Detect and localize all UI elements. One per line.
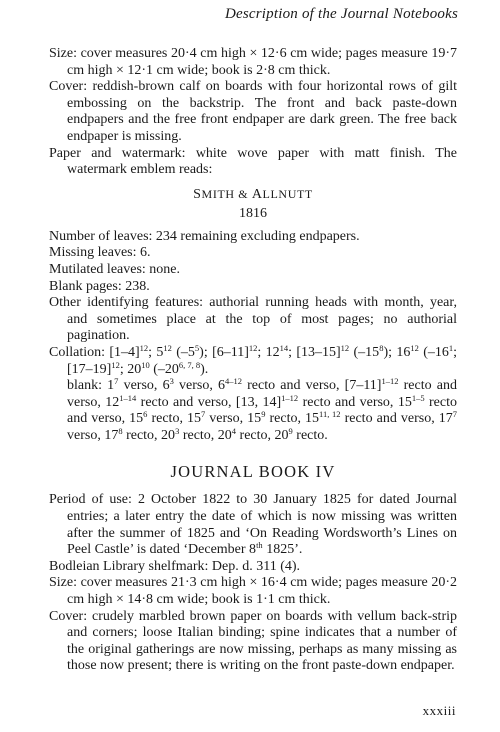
- collation-group: ; 12: [257, 344, 280, 360]
- period-end: 1825’.: [262, 542, 303, 558]
- book4-cover: Cover: crudely marbled brown paper on boards with vellum back-strip and corners; loose Italian binding; spine indicates that a number of the original gatherings are now missing, perhaps as many missing as those now present; there is writing on the front paste-down endpaper.: [49, 608, 457, 674]
- blank-superscript: 4: [231, 425, 237, 436]
- collation-superscript: 12: [340, 342, 350, 353]
- collation-group: ); 16: [383, 344, 411, 360]
- blank-superscript: 4–12: [224, 376, 242, 387]
- collation-formula: [67, 342, 457, 377]
- blank-group: verso, 6: [173, 378, 225, 394]
- book3-other: Other identifying features: authorial running heads with month, year, and sometimes place at the top of most pages; no authorial pagination.: [49, 295, 457, 344]
- blank-group: recto and verso, 12: [67, 378, 457, 410]
- blank-superscript: 1–5: [411, 392, 425, 403]
- collation-superscript: 12: [410, 342, 419, 353]
- blank-superscript: 3: [175, 425, 180, 436]
- book3-paper: Paper and watermark: white wove paper with matt finish. The watermark emblem reads:: [49, 145, 457, 178]
- blank-group: recto, 20: [122, 427, 176, 443]
- collation-superscript: 12: [163, 342, 172, 353]
- blank-group: recto and verso, 15: [67, 394, 458, 427]
- book4-size: Size: cover measures 21·3 cm high × 16·4 cm wide; pages measure 20·2 cm high × 14·8 cm wide; book is 1·1 cm thick.: [49, 575, 457, 608]
- period-text: Period of use: 2 October 1822 to 30 January 1825 for dated Journal entries; a later entry the date of which is now missing was written after the summer of 1825 and ‘On Reading Wordsworth’s Lines on Peel Castle’ is dated ‘December 8: [49, 492, 457, 558]
- page-body: [49, 46, 457, 675]
- collation-superscript: 1: [448, 342, 454, 353]
- collation-superscript: 10: [141, 359, 150, 370]
- blank-superscript: 9: [261, 409, 266, 420]
- blank-superscript: 8: [118, 425, 123, 436]
- collation-group: ; 20: [119, 361, 142, 377]
- running-head: Description of the Journal Notebooks: [224, 6, 458, 22]
- blank-superscript: 1–12: [281, 392, 299, 403]
- watermark-name: [49, 187, 457, 203]
- collation-group: ; [17–19]: [67, 344, 457, 377]
- blank-superscript: 11, 12: [319, 409, 341, 420]
- blank-superscript: 1–12: [381, 376, 399, 387]
- collation-group: (–16: [418, 344, 449, 360]
- blank-superscript: 3: [169, 376, 174, 387]
- blank-group: recto and verso, 15: [298, 394, 412, 410]
- blank-group: recto and verso, [7–11]: [241, 378, 382, 394]
- blank-superscript: 9: [288, 425, 293, 436]
- blank-group: recto and verso, [13, 14]: [136, 394, 282, 410]
- blank-group: recto, 15: [147, 411, 201, 427]
- book3-mutilated: Mutilated leaves: none.: [49, 261, 181, 277]
- collation-label: Collation:: [49, 344, 105, 360]
- blank-superscript: 6: [143, 409, 148, 420]
- blank-superscript: 1–14: [119, 392, 137, 403]
- collation-group: (–20: [149, 361, 179, 377]
- book3-missing: Missing leaves: 6.: [49, 245, 151, 261]
- section-title: JOURNAL BOOK IV: [170, 462, 336, 482]
- blank-group: 1: [102, 378, 115, 394]
- collation-group: ; 5: [148, 344, 164, 360]
- collation-superscript: 12: [111, 359, 120, 370]
- blank-formula: [67, 378, 457, 443]
- blank-superscript: 7: [201, 409, 206, 420]
- watermark-year: 1816: [239, 205, 267, 221]
- book3-cover: Cover: reddish-brown calf on boards with four horizontal rows of gilt embossing on the backstrip. The front and back paste-down endpapers and the free front endpaper are dark green. The free back endpaper is missing.: [49, 79, 457, 144]
- book3-blank-list: [49, 378, 457, 444]
- collation-superscript: 5: [194, 342, 200, 353]
- book4-period: [49, 492, 457, 558]
- collation-superscript: 12: [139, 342, 149, 353]
- blank-group: recto, 20: [236, 427, 289, 443]
- blank-group: recto, 15: [265, 411, 320, 427]
- collation-group: [1–4]: [109, 344, 140, 360]
- period-superscript: th: [256, 540, 263, 551]
- book3-size: Size: cover measures 20·4 cm high × 12·6 cm wide; pages measure 19·7 cm high × 12·1 cm wide; book is 2·8 cm thick.: [49, 46, 457, 78]
- collation-group: (–15: [349, 344, 380, 360]
- blank-group: verso, 17: [67, 427, 119, 443]
- book3-leaves: Number of leaves: 234 remaining excluding endpapers.: [49, 228, 360, 244]
- blank-group: verso, 15: [205, 411, 262, 427]
- collation-group: ); [6–11]: [199, 344, 249, 360]
- collation-superscript: 6, 7, 8: [178, 359, 201, 370]
- page-number: xxxiii: [422, 703, 456, 718]
- collation-group: (–5: [171, 344, 195, 360]
- blank-superscript: 7: [114, 376, 119, 387]
- collation-group: ).: [200, 361, 209, 377]
- book3-collation: [49, 342, 457, 378]
- blank-group: verso, 6: [118, 378, 170, 394]
- collation-superscript: 8: [379, 342, 384, 353]
- book4-shelfmark: Bodleian Library shelfmark: Dep. d. 311 (4).: [49, 558, 301, 574]
- book3-blank-pages: Blank pages: 238.: [49, 278, 150, 294]
- collation-superscript: 12: [248, 342, 258, 353]
- blank-label: blank:: [67, 378, 102, 394]
- blank-superscript: 7: [452, 409, 458, 420]
- blank-group: recto.: [292, 427, 328, 443]
- blank-group: recto, 20: [179, 427, 232, 443]
- collation-superscript: 14: [279, 342, 289, 353]
- blank-group: recto and verso, 17: [340, 411, 453, 427]
- collation-group: ; [13–15]: [288, 344, 341, 360]
- watermark-name-text: SMITH & ALLNUTT: [193, 186, 313, 202]
